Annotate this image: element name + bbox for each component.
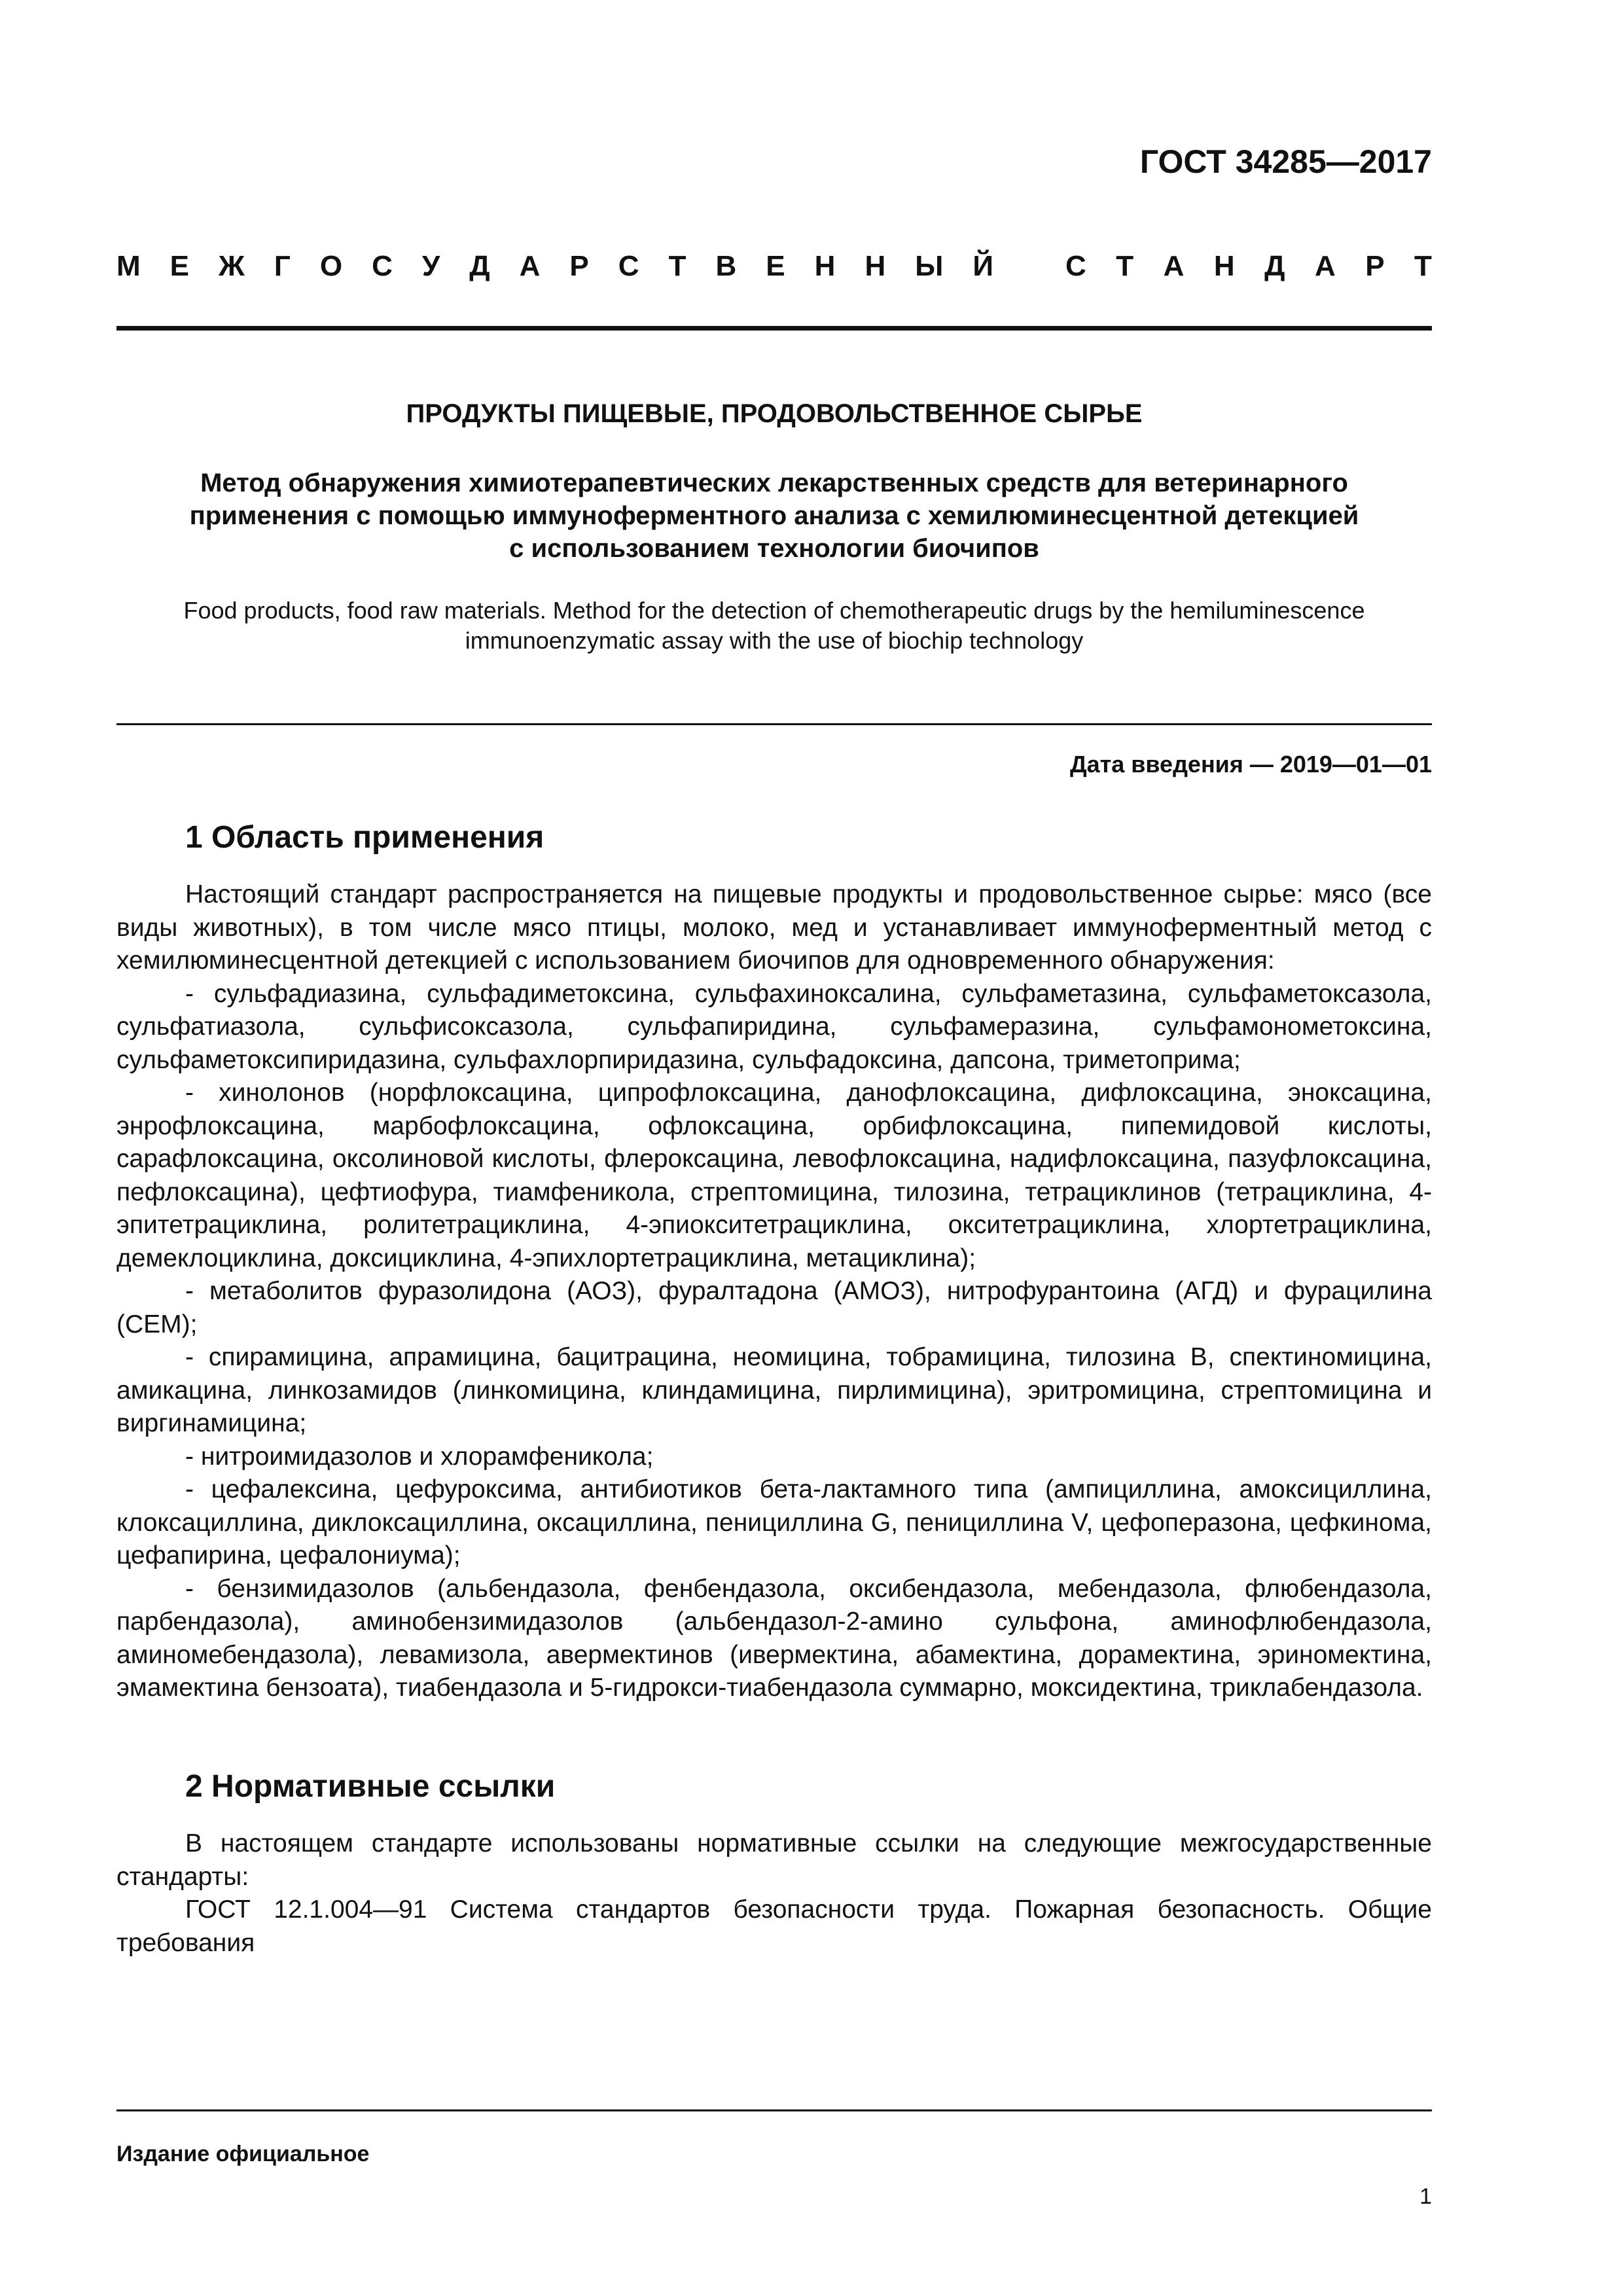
introduction-date: Дата введения — 2019—01—01 — [1069, 751, 1432, 778]
list-item: - цефалексина, цефуроксима, антибиотиков бета-лактамного типа (ампициллина, амоксициллина, клоксациллина, диклоксациллина, оксациллина, пенициллина G, пенициллина V, цефоперазона, цефкинома, цефапирина, цефалониума); — [116, 1475, 1432, 1570]
list-item: - бензимидазолов (альбендазола, фенбендазола, оксибендазола, мебендазола, флюбендазола, парбендазола), аминобензимидазолов (альбендазол-2-амино сульфона, аминофлюбендазола, аминомебендазола), левамизола, авермектинов (ивермектина, абамектина, дорамектина, эриномектина, эмамектина бензоата), тиабендазола и 5-гидрокси-тиабендазола суммарно, моксидектина, триклабендазола. — [116, 1574, 1432, 1702]
section-1-title: 1 Область применения — [185, 820, 544, 855]
list-item: - хинолонов (норфлоксацина, ципрофлоксацина, данофлоксацина, дифлоксацина, эноксацина, энрофлоксацина, марбофлоксацина, офлоксацина, орбифлоксацина, пипемидовой кислоты, сарафлоксацина, оксолиновой кислоты, флероксацина, левофлоксацина, надифлоксацина, пазуфлоксацина, пефлоксацина), цефтиофура, тиамфеникола, стрептомицина, тилозина, тетрациклинов (тетрациклина, 4-эпитетрациклина, ролитетрациклина, 4-эпиокситетрациклина, окситетрациклина, хлортетрациклина, демеклоциклина, доксициклина, 4-эпихлортетрациклина, метациклина); — [116, 1079, 1432, 1272]
section-2-title: 2 Нормативные ссылки — [185, 1769, 556, 1804]
document-number: ГОСТ 34285—2017 — [1139, 143, 1432, 180]
standard-word-interstate: М Е Ж Г О С У Д А Р С Т В Е Н Н Ы Й — [116, 250, 993, 282]
title-english-line: immunoenzymatic assay with the use of biochip technology — [465, 627, 1084, 654]
document-title-sub — [116, 467, 1432, 565]
title-sub-line: с использованием технологии биочипов — [509, 534, 1039, 563]
footer-divider — [116, 2109, 1432, 2111]
title-divider — [116, 723, 1432, 725]
list-item: - нитроимидазолов и хлорамфеникола; — [185, 1442, 654, 1471]
title-sub-line: Метод обнаружения химиотерапевтических лекарственных средств для ветеринарного — [200, 469, 1348, 497]
page-number: 1 — [1419, 2184, 1432, 2209]
list-item: - спирамицина, апрамицина, бацитрацина, неомицина, тобрамицина, тилозина В, спектиномицина, амикацина, линкозамидов (линкомицина, клиндамицина, пирлимицина), эритромицина, стрептомицина и виргинамицина; — [116, 1343, 1432, 1437]
section-1-body — [116, 878, 1432, 1705]
paragraph: Настоящий стандарт распространяется на пищевые продукты и продовольственное сырье: мясо (все виды животных), в том числе мясо птицы, молоко, мед и устанавливает иммуноферментный метод с хемилюминесцентной детекцией с использованием биочипов для одновременного обнаружения: — [116, 880, 1432, 975]
document-title-main: ПРОДУКТЫ ПИЩЕВЫЕ, ПРОДОВОЛЬСТВЕННОЕ СЫРЬЕ — [406, 399, 1143, 428]
edition-label: Издание официальное — [116, 2142, 370, 2166]
standard-word-standard: С Т А Н Д А Р Т — [1065, 250, 1432, 282]
title-sub-line: применения с помощью иммуноферментного анализа с хемилюминесцентной детекцией — [189, 501, 1359, 530]
list-item: - сульфадиазина, сульфадиметоксина, сульфахиноксалина, сульфаметазина, сульфаметоксазола, сульфатиазола, сульфисоксазола, сульфапиридина, сульфамеразина, сульфамонометоксина, сульфаметоксипиридазина, сульфахлорпиридазина, сульфадоксина, дапсона, триметоприма; — [116, 979, 1432, 1074]
header-divider — [116, 326, 1432, 331]
paragraph: В настоящем стандарте использованы нормативные ссылки на следующие межгосударственные стандарты: — [116, 1829, 1432, 1891]
document-title-english — [116, 596, 1432, 656]
title-english-line: Food products, food raw materials. Method for the detection of chemotherapeutic drugs by the hemiluminescence — [183, 597, 1365, 624]
standard-type-title — [116, 250, 1432, 283]
section-2-body — [116, 1827, 1432, 1960]
list-item: - метаболитов фуразолидона (АОЗ), фуралтадона (АМОЗ), нитрофурантоина (АГД) и фурацилина (СЕМ); — [116, 1277, 1432, 1338]
reference-item: ГОСТ 12.1.004—91 Система стандартов безопасности труда. Пожарная безопасность. Общие требования — [116, 1895, 1432, 1957]
